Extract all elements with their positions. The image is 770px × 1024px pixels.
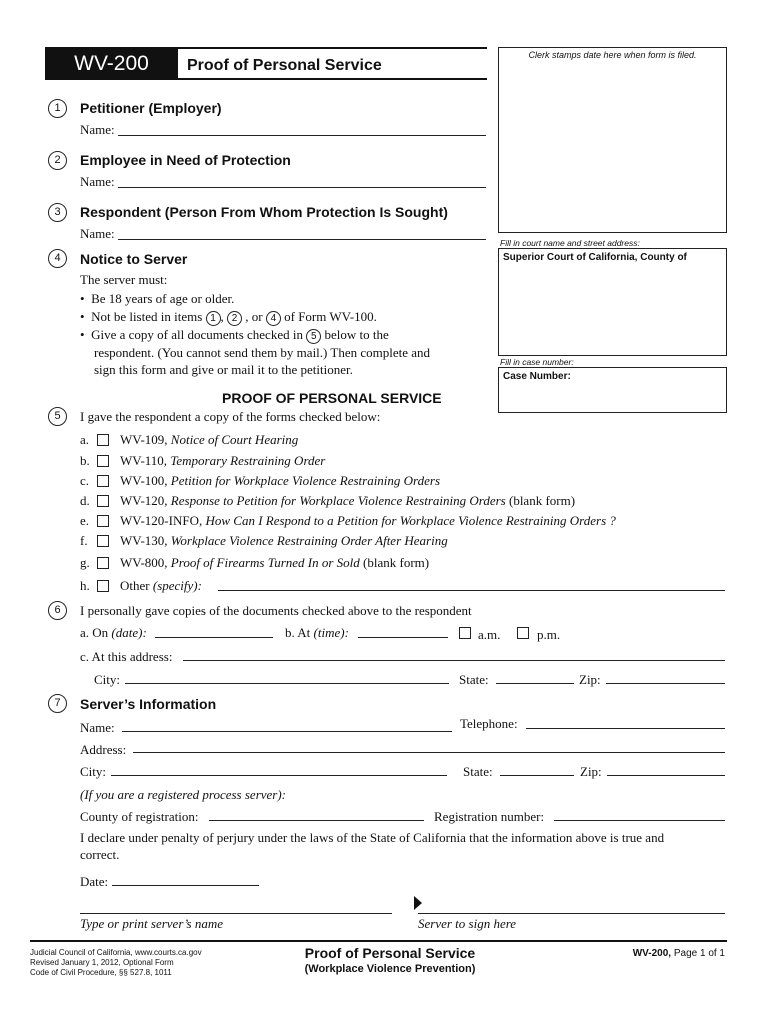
court-name-hint: Fill in court name and street address: [500, 238, 640, 248]
item-ref-5: 5 [306, 329, 321, 344]
footer-code: Code of Civil Procedure, §§ 527.8, 1011 [30, 968, 172, 977]
form-row-checkbox[interactable] [97, 515, 109, 527]
form-row-text [120, 533, 448, 549]
notice-bullet-3: • Give a copy of all documents checked in 5 below to the [80, 327, 389, 342]
server-zip-field[interactable] [607, 775, 725, 776]
item-ref-4: 4 [266, 311, 281, 326]
petitioner-name-field[interactable] [118, 135, 486, 136]
form-row-letter: b. [80, 453, 90, 468]
service-zip-field[interactable] [606, 683, 725, 684]
server-state-field[interactable] [500, 775, 574, 776]
form-row-text [120, 453, 325, 469]
registered-server-note: (If you are a registered process server): [80, 787, 287, 802]
footer-subtitle: (Workplace Violence Prevention) [304, 963, 476, 975]
form-row-code: WV-120-INFO, [120, 513, 203, 528]
form-row-checkbox[interactable] [97, 580, 109, 592]
form-row-text [120, 473, 440, 489]
form-row-extra: (blank form) [363, 555, 430, 570]
notice-bullet-3-text: Give a copy of all documents checked in [91, 327, 303, 342]
server-city-label: City: [80, 764, 107, 779]
server-printed-name-caption: Type or print server’s name [80, 916, 223, 931]
county-registration-label: County of registration: [80, 809, 199, 824]
footer-title: Proof of Personal Service [304, 945, 476, 961]
item-number-3: 3 [48, 203, 67, 222]
court-name-box[interactable] [498, 248, 727, 356]
footer-page [633, 948, 725, 959]
form-row-description: Response to Petition for Workplace Violence Restraining Orders [170, 493, 506, 508]
notice-bullet-1-text: Be 18 years of age or older. [91, 291, 235, 306]
form-row-checkbox[interactable] [97, 434, 109, 446]
proof-heading: PROOF OF PERSONAL SERVICE [222, 390, 442, 406]
am-label: a.m. [478, 627, 501, 642]
item-number-7: 7 [48, 694, 67, 713]
server-signature-field[interactable] [418, 913, 725, 914]
form-row-code: WV-100, [120, 473, 168, 488]
item-ref-1: 1 [206, 311, 221, 326]
form-title: Proof of Personal Service [187, 57, 382, 74]
service-city-label: City: [94, 672, 121, 687]
case-number-hint: Fill in case number: [500, 357, 574, 367]
service-state-field[interactable] [496, 683, 574, 684]
petitioner-heading: Petitioner (Employer) [80, 100, 222, 116]
form-row-code: WV-130, [120, 533, 168, 548]
employee-name-label: Name: [80, 174, 115, 189]
county-registration-field[interactable] [209, 820, 424, 821]
form-row-description: Proof of Firearms Turned In or Sold [170, 555, 360, 570]
form-row-description: Notice of Court Hearing [170, 432, 299, 447]
forms-intro: I gave the respondent a copy of the forms checked below: [80, 409, 381, 424]
server-name-label: Name: [80, 720, 115, 735]
notice-intro: The server must: [80, 272, 168, 287]
service-time-hint: (time): [313, 625, 349, 640]
service-date-label [80, 625, 147, 641]
form-row-code: WV-120, [120, 493, 168, 508]
declaration-text-end: correct. [80, 847, 120, 862]
signature-date-field[interactable] [112, 885, 259, 886]
other-specify-field[interactable] [218, 590, 725, 591]
notice-bullet-3-line-3: sign this form and give or mail it to the petitioner. [94, 362, 353, 377]
service-address-field[interactable] [183, 660, 725, 661]
server-state-label: State: [463, 764, 493, 779]
pm-checkbox[interactable] [517, 627, 529, 639]
form-row-code: WV-800, [120, 555, 168, 570]
form-code-badge [45, 47, 178, 80]
declaration-text: I declare under penalty of perjury under the laws of the State of California that the information above is true and [80, 830, 665, 845]
service-zip-label: Zip: [579, 672, 601, 687]
employee-heading: Employee in Need of Protection [80, 152, 291, 168]
service-date-hint: (date): [111, 625, 147, 640]
registration-number-label: Registration number: [434, 809, 545, 824]
form-row-letter: h. [80, 578, 90, 593]
footer-divider [30, 940, 727, 942]
respondent-heading: Respondent (Person From Whom Protection Is Sought) [80, 204, 448, 220]
item-number-5: 5 [48, 407, 67, 426]
case-number-label: Case Number: [503, 371, 571, 382]
server-telephone-label: Telephone: [460, 716, 518, 731]
form-row-letter: d. [80, 493, 90, 508]
form-row-letter: f. [80, 533, 88, 548]
form-row-code: WV-109, [120, 432, 168, 447]
service-state-label: State: [459, 672, 489, 687]
server-signature-caption: Server to sign here [418, 916, 517, 931]
server-address-label: Address: [80, 742, 127, 757]
item-number-2: 2 [48, 151, 67, 170]
item-ref-comma: , [220, 309, 224, 324]
form-row-code: Other [120, 578, 150, 593]
form-row-letter: g. [80, 555, 90, 570]
footer-revised: Revised January 1, 2012, Optional Form [30, 958, 174, 967]
form-row-description: (specify): [152, 578, 202, 593]
form-row-description: How Can I Respond to a Petition for Workplace Violence Restraining Orders ? [205, 513, 616, 528]
server-address-field[interactable] [133, 752, 725, 753]
registration-number-field[interactable] [554, 820, 725, 821]
respondent-name-field[interactable] [118, 239, 486, 240]
signature-date-label: Date: [80, 874, 109, 889]
item-number-6: 6 [48, 601, 67, 620]
notice-bullet-3-line-2: respondent. (You cannot send them by mail.) Then complete and [94, 345, 431, 360]
service-address-label: c. At this address: [80, 649, 173, 664]
service-city-field[interactable] [125, 683, 449, 684]
employee-name-field[interactable] [118, 187, 486, 188]
service-time-field[interactable] [358, 637, 448, 638]
court-name-label: Superior Court of California, County of [503, 252, 687, 263]
item-ref-2: 2 [227, 311, 242, 326]
form-row-letter: e. [80, 513, 90, 528]
form-row-description: Temporary Restraining Order [170, 453, 326, 468]
form-row-description: Workplace Violence Restraining Order After Hearing [170, 533, 448, 548]
server-zip-label: Zip: [580, 764, 602, 779]
form-row-checkbox[interactable] [97, 535, 109, 547]
form-row-checkbox[interactable] [97, 557, 109, 569]
service-date-prefix: a. On [80, 625, 109, 640]
server-heading: Server’s Information [80, 696, 217, 712]
notice-bullet-2: • Not be listed in items 1 , 2 , or 4 of Form WV-100. [80, 309, 377, 324]
service-date-field[interactable] [155, 637, 273, 638]
form-code: WV-200 [74, 52, 149, 75]
form-row-letter: a. [80, 432, 90, 447]
service-intro: I personally gave copies of the documents checked above to the respondent [80, 603, 472, 618]
server-printed-name-field[interactable] [80, 913, 392, 914]
notice-bullet-2-end: of Form WV-100. [284, 309, 377, 324]
respondent-name-label: Name: [80, 226, 115, 241]
clerk-stamp-box[interactable] [498, 47, 727, 233]
notice-bullet-1: • Be 18 years of age or older. [80, 291, 235, 306]
form-row-description: Petition for Workplace Violence Restraining Orders [170, 473, 441, 488]
item-number-4: 4 [48, 249, 67, 268]
am-checkbox[interactable] [459, 627, 471, 639]
form-row-text [120, 513, 616, 529]
petitioner-name-label: Name: [80, 122, 115, 137]
service-time-label [285, 625, 349, 641]
form-row-text [120, 555, 429, 571]
form-row-checkbox[interactable] [97, 495, 109, 507]
form-row-code: WV-110, [120, 453, 168, 468]
form-row-checkbox[interactable] [97, 455, 109, 467]
sign-here-arrow-icon [414, 896, 422, 910]
service-time-prefix: b. At [285, 625, 311, 640]
server-city-field[interactable] [111, 775, 447, 776]
footer-page-number: Page 1 of 1 [673, 948, 725, 959]
server-name-field[interactable] [122, 731, 452, 732]
form-row-letter: c. [80, 473, 90, 488]
footer-source: Judicial Council of California, www.courts.ca.gov [30, 948, 202, 957]
form-row-text [120, 432, 298, 448]
clerk-stamp-note: Clerk stamps date here when form is filed. [528, 50, 697, 60]
form-row-checkbox[interactable] [97, 475, 109, 487]
form-row-text [120, 493, 575, 509]
notice-heading: Notice to Server [80, 251, 188, 267]
server-telephone-field[interactable] [526, 728, 725, 729]
pm-label: p.m. [537, 627, 561, 642]
notice-bullet-2-text: Not be listed in items [91, 309, 203, 324]
item-ref-or: , or [245, 309, 263, 324]
footer-form-code: WV-200, [632, 948, 672, 959]
item-number-1: 1 [48, 99, 67, 118]
form-row-text [120, 578, 202, 594]
notice-bullet-3-end: below to the [324, 327, 389, 342]
form-row-extra: (blank form) [508, 493, 576, 508]
